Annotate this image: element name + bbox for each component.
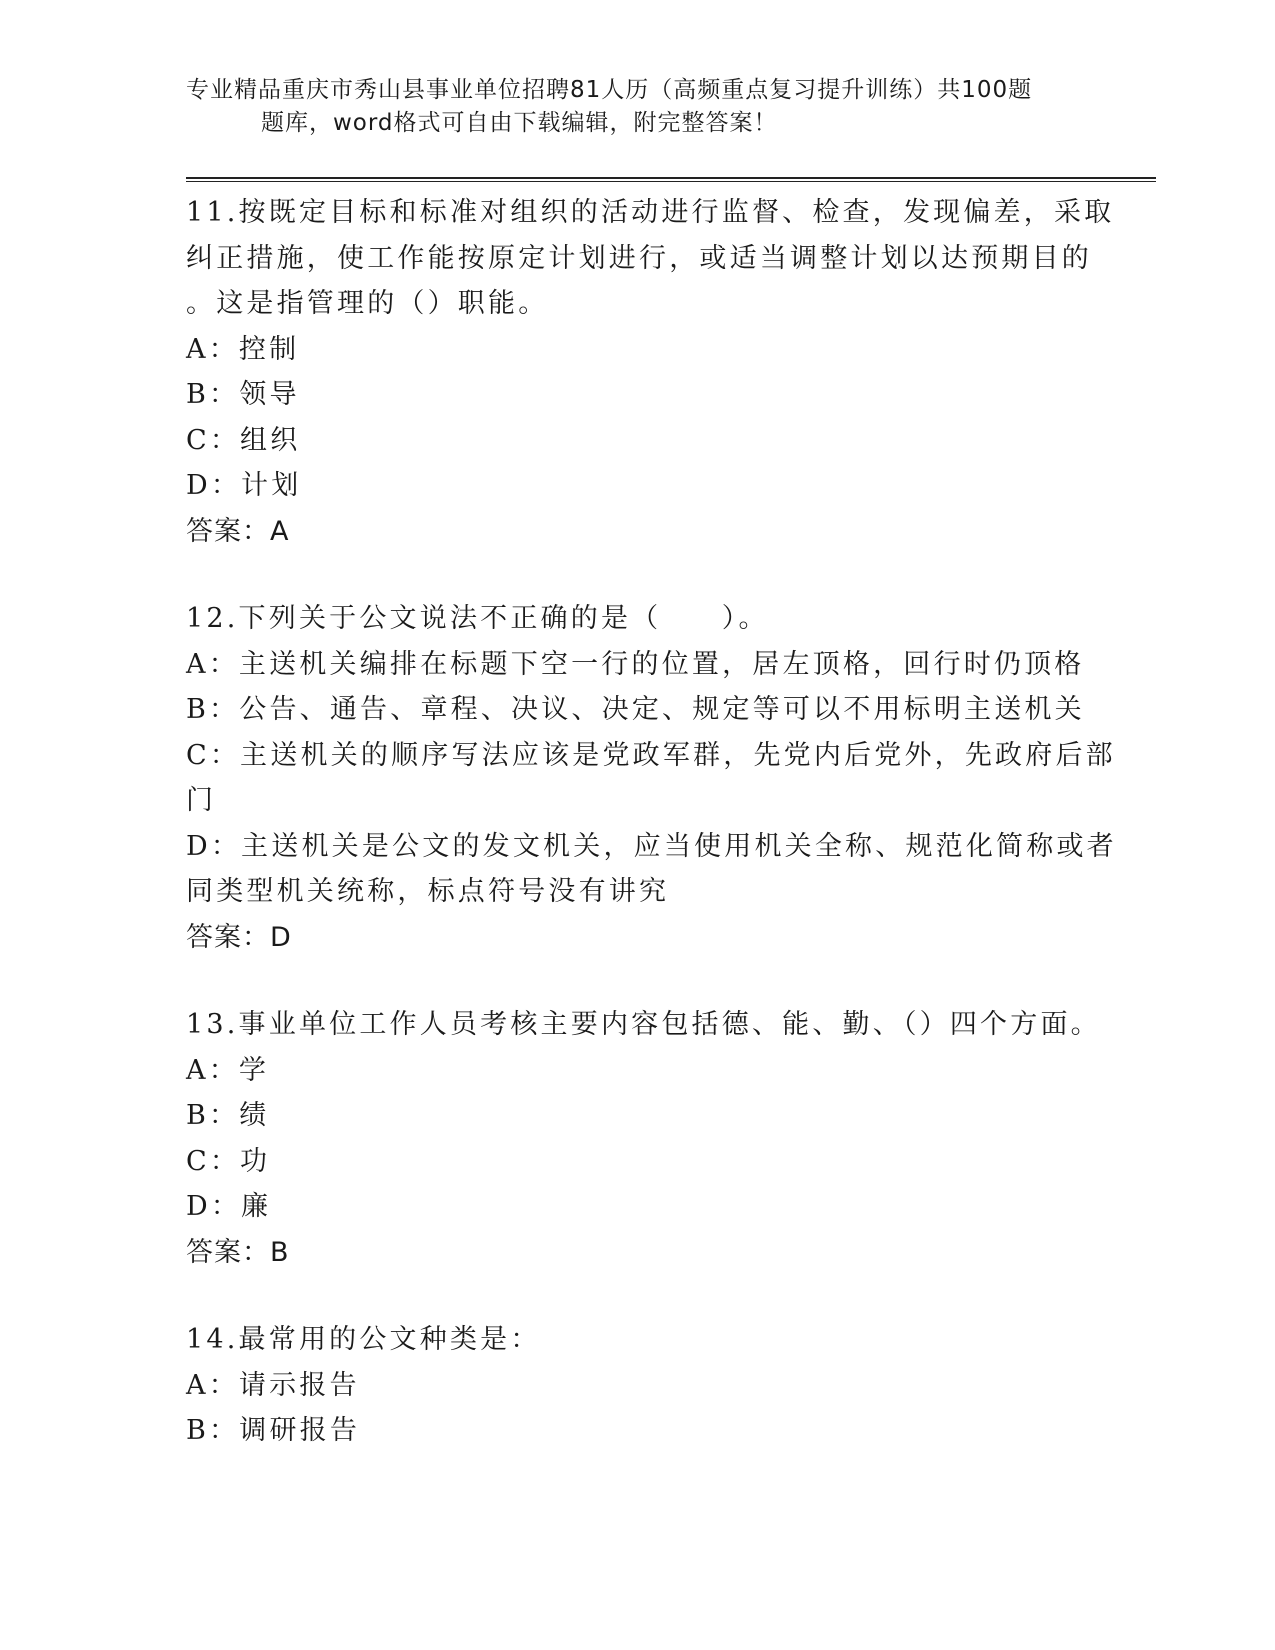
question-stem-line: 13.事业单位工作人员考核主要内容包括德、能、勤、（）四个方面。 [186,1009,1101,1040]
option-d: D：主送机关是公文的发文机关，应当使用机关全称、规范化简称或者 [186,830,1117,862]
document-header [186,74,1086,140]
answer-line: 答案：B [186,1236,290,1268]
option-a: A：主送机关编排在标题下空一行的位置，居左顶格，回行时仍顶格 [186,648,1085,680]
option-b: B：调研报告 [186,1415,361,1446]
option-d: D：计划 [186,470,302,501]
option-b: B：公告、通告、章程、决议、决定、规定等可以不用标明主送机关 [186,694,1085,725]
question-stem-line: 14.最常用的公文种类是： [186,1324,541,1355]
header-title-line-2: 题库，word格式可自由下载编辑，附完整答案！ [261,110,778,136]
option-c: C：组织 [186,424,301,456]
answer-line: 答案：A [186,515,290,547]
option-a: A：请示报告 [186,1369,360,1401]
option-d-continued: 同类型机关统称，标点符号没有讲究 [186,876,670,907]
option-c-continued: 门 [186,785,217,816]
question-stem-line: 11.按既定目标和标准对组织的活动进行监督、检查，发现偏差，采取 [186,197,1115,228]
question-13 [186,1002,1101,1275]
question-stem-line: 12.下列关于公文说法不正确的是（ ）。 [186,603,769,634]
question-12 [186,596,1117,960]
header-title-line-1: 专业精品重庆市秀山县事业单位招聘81人历（高频重点复习提升训练）共100题 [186,77,1033,103]
option-a: A：控制 [186,333,300,365]
answer-line: 答案：D [186,921,292,953]
question-stem-line: 。这是指管理的（）职能。 [186,288,549,319]
option-b: B：绩 [186,1100,270,1131]
option-b: B：领导 [186,379,300,410]
option-c: C：功 [186,1145,271,1177]
question-11 [186,190,1115,554]
option-c: C：主送机关的顺序写法应该是党政军群，先党内后党外，先政府后部 [186,739,1116,771]
option-d: D：廉 [186,1191,272,1222]
question-stem-line: 纠正措施，使工作能按原定计划进行，或适当调整计划以达预期目的 [186,242,1092,274]
question-14 [186,1317,1086,1454]
option-a: A：学 [186,1054,270,1086]
header-divider [186,177,1156,182]
question-list [186,190,1117,1496]
